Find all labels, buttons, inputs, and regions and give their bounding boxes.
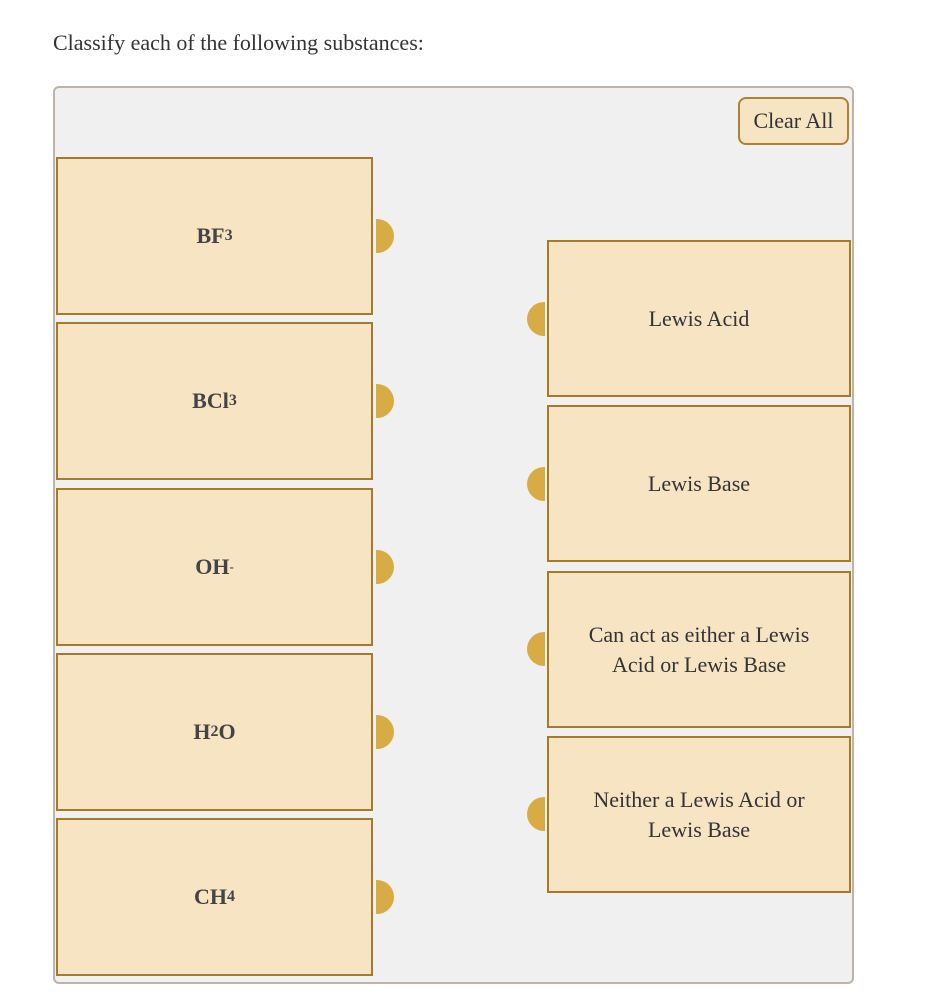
- subscript: 3: [224, 227, 233, 244]
- formula: BF: [196, 223, 225, 248]
- formula-tail: O: [218, 719, 236, 744]
- superscript: -: [229, 559, 234, 574]
- category-lewis-base[interactable]: [547, 405, 851, 562]
- category-label: Lewis Acid: [648, 305, 750, 331]
- substance-card-bcl3[interactable]: [56, 322, 373, 480]
- substance-card-ch4[interactable]: [56, 818, 373, 976]
- category-either[interactable]: [547, 571, 851, 728]
- category-label: Neither a Lewis Acid or Lewis Base: [593, 786, 805, 842]
- subscript: 3: [228, 392, 237, 409]
- clear-all-button[interactable]: Clear All: [738, 97, 849, 145]
- substance-card-h2o[interactable]: [56, 653, 373, 811]
- subscript: 2: [210, 723, 219, 740]
- substance-card-bf3[interactable]: [56, 157, 373, 315]
- formula: CH: [194, 884, 227, 909]
- substance-card-oh[interactable]: [56, 488, 373, 646]
- question-prompt: Classify each of the following substances:: [53, 30, 424, 55]
- formula: BCl: [192, 388, 229, 413]
- formula: OH: [195, 554, 230, 579]
- category-neither[interactable]: [547, 736, 851, 893]
- category-label: Lewis Base: [647, 470, 751, 496]
- category-lewis-acid[interactable]: [547, 240, 851, 397]
- formula: H: [193, 719, 211, 744]
- subscript: 4: [227, 888, 235, 905]
- category-label: Can act as either a Lewis Acid or Lewis Base: [588, 621, 810, 677]
